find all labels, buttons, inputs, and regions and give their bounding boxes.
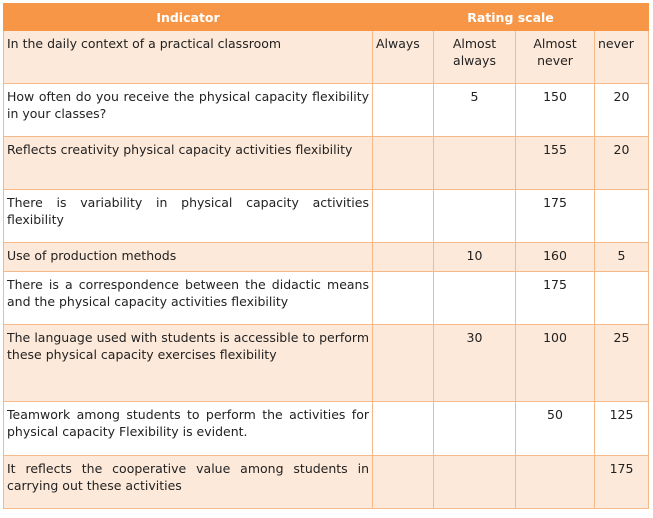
always-cell <box>373 456 434 509</box>
always-cell <box>373 402 434 456</box>
almost-never-cell: 175 <box>516 272 595 325</box>
table-row <box>4 325 649 402</box>
almost-always-cell: 30 <box>434 325 516 402</box>
indicator-cell: There is a correspondence between the didactic means and the physical capacity activities flexibility <box>4 272 373 325</box>
always-cell <box>373 272 434 325</box>
indicator-cell: Use of production methods <box>4 243 373 272</box>
almost-never-label: Almost never <box>516 31 595 84</box>
rating-scale-header: Rating scale <box>373 4 649 31</box>
always-cell <box>373 84 434 137</box>
never-cell <box>595 272 649 325</box>
indicator-cell: It reflects the cooperative value among students in carrying out these activities <box>4 456 373 509</box>
table-row <box>4 190 649 243</box>
almost-never-cell: 150 <box>516 84 595 137</box>
indicator-cell: Reflects creativity physical capacity activities flexibility <box>4 137 373 190</box>
header-row <box>4 4 649 31</box>
never-cell: 5 <box>595 243 649 272</box>
always-label: Always <box>373 31 434 84</box>
almost-never-cell: 100 <box>516 325 595 402</box>
almost-always-label: Almost always <box>434 31 516 84</box>
never-cell <box>595 190 649 243</box>
indicator-cell: Teamwork among students to perform the activities for physical capacity Flexibility is evident. <box>4 402 373 456</box>
indicator-header: Indicator <box>4 4 373 31</box>
almost-never-cell: 155 <box>516 137 595 190</box>
table-row <box>4 137 649 190</box>
always-cell <box>373 243 434 272</box>
table-row <box>4 84 649 137</box>
almost-always-cell <box>434 402 516 456</box>
table-row <box>4 456 649 509</box>
almost-always-cell: 5 <box>434 84 516 137</box>
never-label: never <box>595 31 649 84</box>
almost-always-cell <box>434 137 516 190</box>
table-row <box>4 243 649 272</box>
always-cell <box>373 137 434 190</box>
indicator-cell: The language used with students is accessible to perform these physical capacity exercises flexibility <box>4 325 373 402</box>
never-cell: 20 <box>595 137 649 190</box>
almost-always-cell: 10 <box>434 243 516 272</box>
almost-never-cell <box>516 456 595 509</box>
almost-never-cell: 175 <box>516 190 595 243</box>
always-cell <box>373 190 434 243</box>
never-cell: 25 <box>595 325 649 402</box>
subheader-row <box>4 31 649 84</box>
indicator-cell: How often do you receive the physical capacity flexibility in your classes? <box>4 84 373 137</box>
context-label: In the daily context of a practical classroom <box>4 31 373 84</box>
almost-always-cell <box>434 190 516 243</box>
table-row <box>4 402 649 456</box>
always-cell <box>373 325 434 402</box>
never-cell: 175 <box>595 456 649 509</box>
never-cell: 125 <box>595 402 649 456</box>
almost-never-cell: 50 <box>516 402 595 456</box>
rating-table <box>3 3 649 509</box>
never-cell: 20 <box>595 84 649 137</box>
almost-always-cell <box>434 272 516 325</box>
table-row <box>4 272 649 325</box>
almost-always-cell <box>434 456 516 509</box>
almost-never-cell: 160 <box>516 243 595 272</box>
indicator-cell: There is variability in physical capacity activities flexibility <box>4 190 373 243</box>
